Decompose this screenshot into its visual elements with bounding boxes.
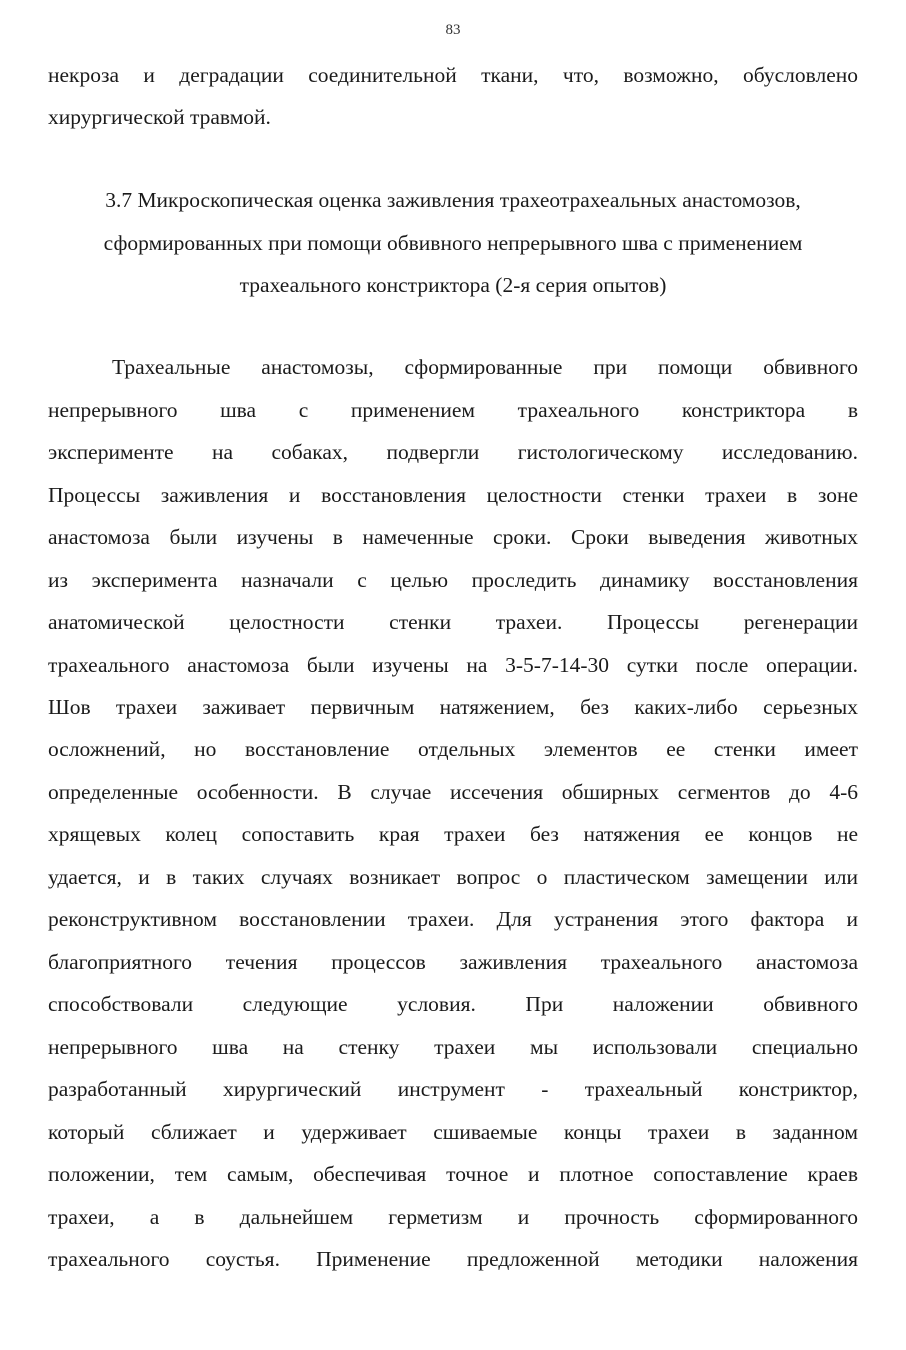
text-line: из эксперимента назначали с целью проследить динамику восстановления — [48, 568, 858, 592]
text-line: реконструктивном восстановлении трахеи. Для устранения этого фактора и — [48, 907, 858, 931]
text-line: положении, тем самым, обеспечивая точное и плотное сопоставление краев — [48, 1162, 858, 1186]
text-line: анатомической целостности стенки трахеи. Процессы регенерации — [48, 610, 858, 634]
heading-line: 3.7 Микроскопическая оценка заживления трахеотрахеальных анастомозов, — [105, 188, 801, 212]
page-number: 83 — [445, 22, 461, 38]
heading-line: сформированных при помощи обвивного непрерывного шва с применением — [103, 231, 803, 255]
text-line: трахеи, а в дальнейшем герметизм и прочность сформированного — [48, 1205, 858, 1229]
text-line: который сближает и удерживает сшиваемые концы трахеи в заданном — [48, 1120, 858, 1144]
text-line: разработанный хирургический инструмент - трахеальный констриктор, — [48, 1077, 858, 1101]
text-line: хрящевых колец сопоставить края трахеи без натяжения ее концов не — [48, 822, 858, 846]
text-line: благоприятного течения процессов заживления трахеального анастомоза — [48, 950, 858, 974]
text-line: Трахеальные анастомозы, сформированные при помощи обвивного — [112, 355, 858, 379]
text-line: Процессы заживления и восстановления целостности стенки трахеи в зоне — [48, 483, 858, 507]
text-line: удается, и в таких случаях возникает вопрос о пластическом замещении или — [48, 865, 858, 889]
text-line: Шов трахеи заживает первичным натяжением, без каких-либо серьезных — [48, 695, 858, 719]
text-line: некроза и деградации соединительной ткани, что, возможно, обусловлено — [48, 63, 858, 87]
text-line: трахеального соустья. Применение предложенной методики наложения — [48, 1247, 858, 1271]
text-line: анастомоза были изучены в намеченные сроки. Сроки выведения животных — [48, 525, 858, 549]
text-line: определенные особенности. В случае иссечения обширных сегментов до 4-6 — [48, 780, 858, 804]
text-line: осложнений, но восстановление отдельных элементов ее стенки имеет — [48, 737, 858, 761]
text-line: эксперименте на собаках, подвергли гистологическому исследованию. — [48, 440, 858, 464]
text-line: способствовали следующие условия. При наложении обвивного — [48, 992, 858, 1016]
text-line: трахеального анастомоза были изучены на 3-5-7-14-30 сутки после операции. — [48, 653, 858, 677]
text-line: непрерывного шва с применением трахеального констриктора в — [48, 398, 858, 422]
heading-line: трахеального констриктора (2-я серия опытов) — [239, 273, 667, 297]
text-line: непрерывного шва на стенку трахеи мы использовали специально — [48, 1035, 858, 1059]
text-line: хирургической травмой. — [48, 105, 271, 129]
